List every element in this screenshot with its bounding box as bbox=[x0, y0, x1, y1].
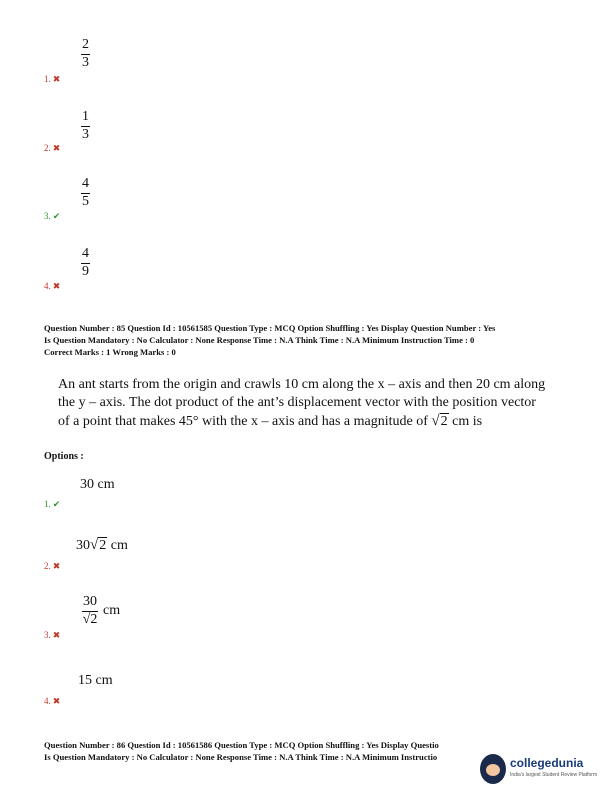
collegedunia-logo bbox=[480, 752, 608, 788]
radicand: 2 bbox=[440, 414, 448, 429]
sqrt-expression bbox=[90, 537, 107, 554]
sqrt-expression bbox=[431, 414, 448, 429]
radical-sign-icon: √ bbox=[82, 612, 91, 627]
check-icon: ✔ bbox=[52, 499, 61, 509]
cross-icon: ✖ bbox=[52, 143, 61, 153]
q85-option-4-label bbox=[44, 696, 60, 707]
prev-option-4-fraction bbox=[81, 247, 90, 279]
denominator: 3 bbox=[82, 127, 89, 142]
prev-option-1-fraction bbox=[81, 38, 90, 70]
denominator: 3 bbox=[82, 55, 89, 70]
option-number: 4. bbox=[44, 696, 51, 706]
q85-option-2-text bbox=[76, 537, 128, 554]
numerator: 4 bbox=[82, 176, 89, 191]
q85-option-4-text: 15 cm bbox=[78, 673, 113, 688]
q86-meta-line-1: Question Number : 86 Question Id : 10561586 Question Type : MCQ Option Shuffling : Yes Display Questio bbox=[44, 740, 439, 750]
cross-icon: ✖ bbox=[52, 630, 61, 640]
prev-option-3-label bbox=[44, 211, 60, 222]
prev-option-2-fraction bbox=[81, 110, 90, 142]
q85-text-line-3b: cm is bbox=[448, 414, 483, 429]
options-label: Options : bbox=[44, 451, 84, 462]
numerator: 4 bbox=[82, 246, 89, 261]
q85-text-line-2: the y – axis. The dot product of the ant’s displacement vector with the position vector bbox=[58, 395, 536, 410]
q85-meta-line-2: Is Question Mandatory : No Calculator : None Response Time : N.A Think Time : N.A Minimum Instruction Time : 0 bbox=[44, 335, 475, 345]
q85-text-line-1: An ant starts from the origin and crawls 10 cm along the x – axis and then 20 cm along bbox=[58, 377, 546, 392]
cross-icon: ✖ bbox=[52, 281, 61, 291]
q85-option-1-text: 30 cm bbox=[80, 477, 115, 492]
option-number: 4. bbox=[44, 281, 51, 291]
option-number: 1. bbox=[44, 74, 51, 84]
option-number: 3. bbox=[44, 211, 51, 221]
option-number: 1. bbox=[44, 499, 51, 509]
check-icon: ✔ bbox=[52, 211, 61, 221]
option-number: 2. bbox=[44, 143, 51, 153]
q85-text-line-3 bbox=[58, 414, 482, 429]
radical-sign-icon: √ bbox=[90, 537, 99, 553]
mascot-icon bbox=[480, 754, 506, 784]
radicand: 2 bbox=[99, 538, 107, 553]
option-number: 3. bbox=[44, 630, 51, 640]
q85-option-3-label bbox=[44, 630, 60, 641]
denominator: 9 bbox=[82, 264, 89, 279]
option-suffix: cm bbox=[107, 538, 128, 553]
prev-option-1-label bbox=[44, 74, 60, 85]
prev-option-3-fraction bbox=[81, 177, 90, 209]
q85-option-3-fraction bbox=[82, 595, 98, 627]
q86-meta-line-2: Is Question Mandatory : No Calculator : None Response Time : N.A Think Time : N.A Minimum Instructio bbox=[44, 752, 438, 762]
denominator-sqrt bbox=[82, 613, 98, 627]
q85-meta-line-3: Correct Marks : 1 Wrong Marks : 0 bbox=[44, 347, 176, 357]
cross-icon: ✖ bbox=[52, 696, 61, 706]
prev-option-2-label bbox=[44, 143, 60, 154]
cross-icon: ✖ bbox=[52, 561, 61, 571]
radicand: 2 bbox=[90, 612, 98, 627]
logo-tagline: India's largest Student Review Platform bbox=[510, 772, 598, 778]
option-number: 2. bbox=[44, 561, 51, 571]
q85-option-2-label bbox=[44, 561, 60, 572]
prev-option-4-label bbox=[44, 281, 60, 292]
q85-option-1-label bbox=[44, 499, 60, 510]
denominator: 5 bbox=[82, 194, 89, 209]
q85-meta-line-1: Question Number : 85 Question Id : 10561585 Question Type : MCQ Option Shuffling : Yes Display Question Number : Yes bbox=[44, 323, 496, 333]
numerator: 30 bbox=[83, 594, 97, 609]
cross-icon: ✖ bbox=[52, 74, 61, 84]
radical-sign-icon: √ bbox=[431, 413, 440, 429]
logo-name: collegedunia bbox=[510, 756, 584, 770]
q85-option-3-suffix: cm bbox=[103, 603, 121, 618]
numerator: 1 bbox=[82, 109, 89, 124]
option-prefix: 30 bbox=[76, 538, 90, 553]
q85-text-line-3a: of a point that makes 45° with the x – axis and has a magnitude of bbox=[58, 414, 432, 429]
numerator: 2 bbox=[82, 37, 89, 52]
